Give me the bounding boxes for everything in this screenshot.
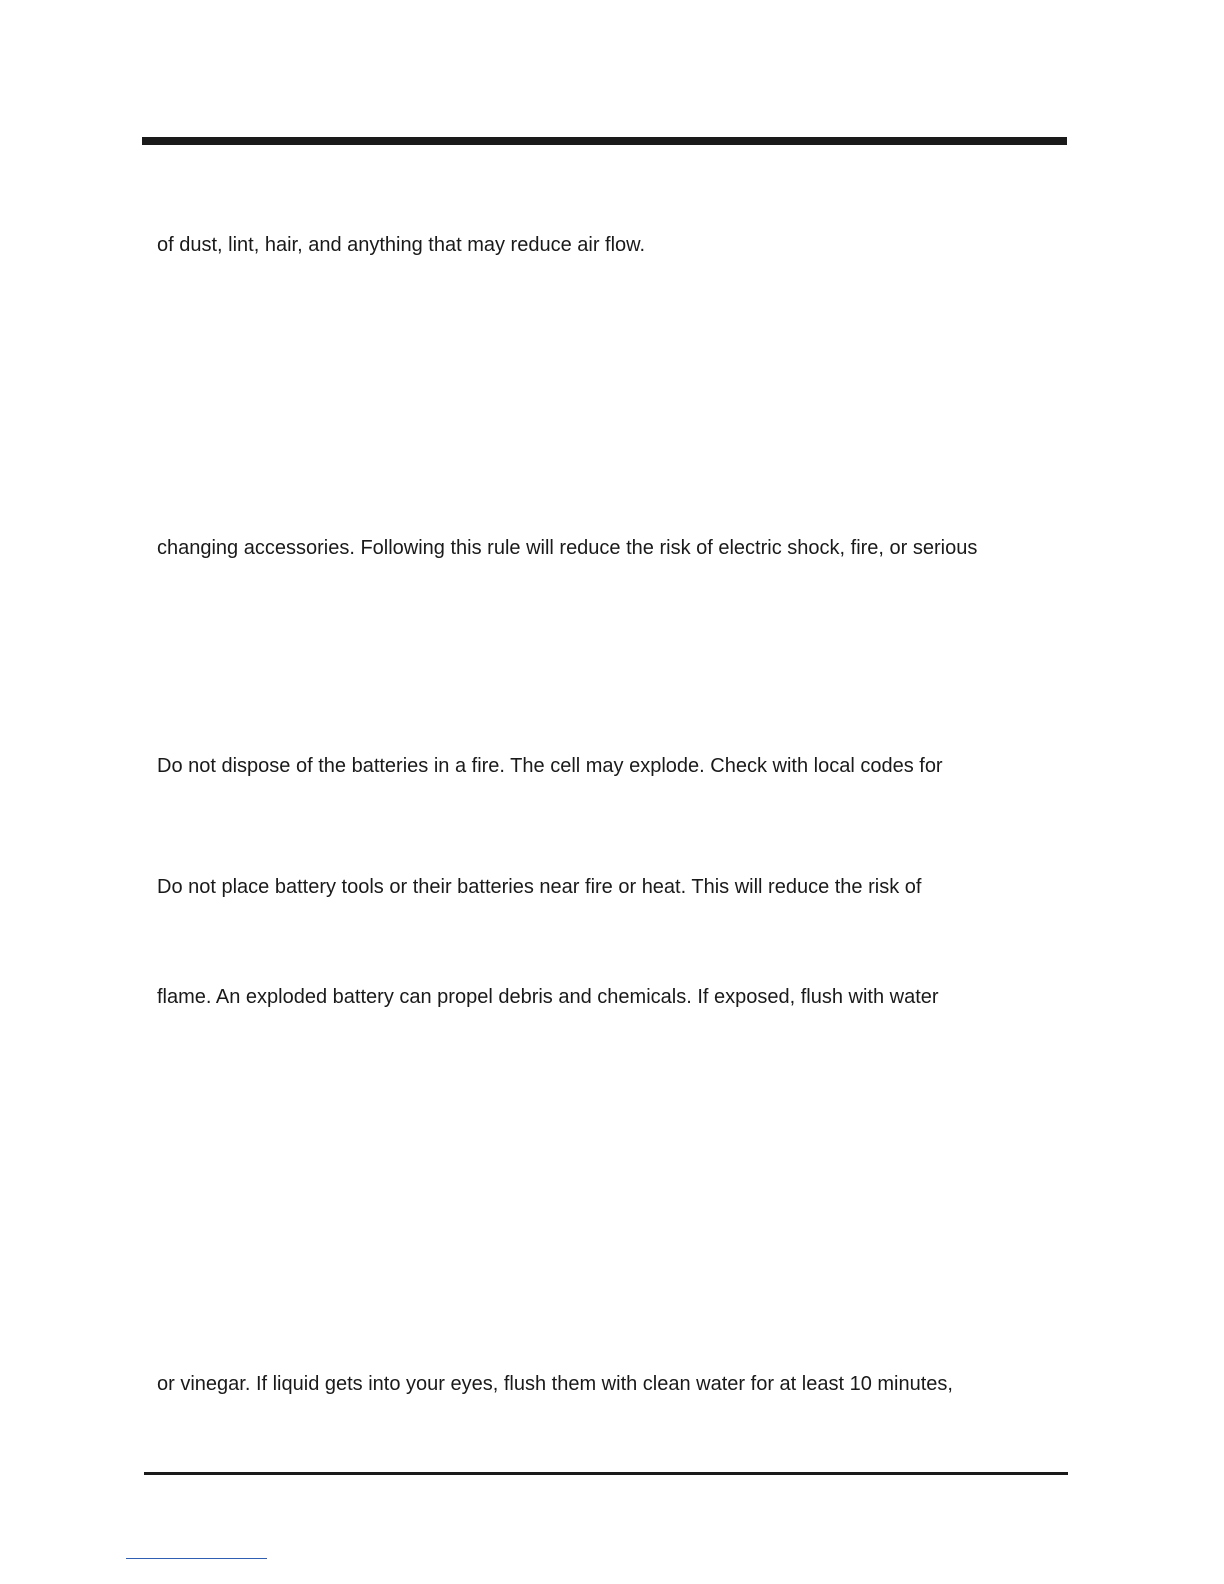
text-line-2: changing accessories. Following this rule will reduce the risk of electric shock, fire, or serious [157, 537, 978, 559]
text-line-4: Do not place battery tools or their batteries near fire or heat. This will reduce the risk of [157, 876, 922, 898]
text-line-6: or vinegar. If liquid gets into your eyes, flush them with clean water for at least 10 minutes, [157, 1373, 953, 1395]
text-line-3: Do not dispose of the batteries in a fire. The cell may explode. Check with local codes for [157, 755, 943, 777]
footer-rule [144, 1472, 1068, 1475]
text-line-1: of dust, lint, hair, and anything that may reduce air flow. [157, 234, 646, 256]
text-line-5: flame. An exploded battery can propel debris and chemicals. If exposed, flush with water [157, 986, 939, 1008]
footer-link-underline[interactable] [126, 1558, 267, 1559]
header-rule [142, 137, 1067, 145]
